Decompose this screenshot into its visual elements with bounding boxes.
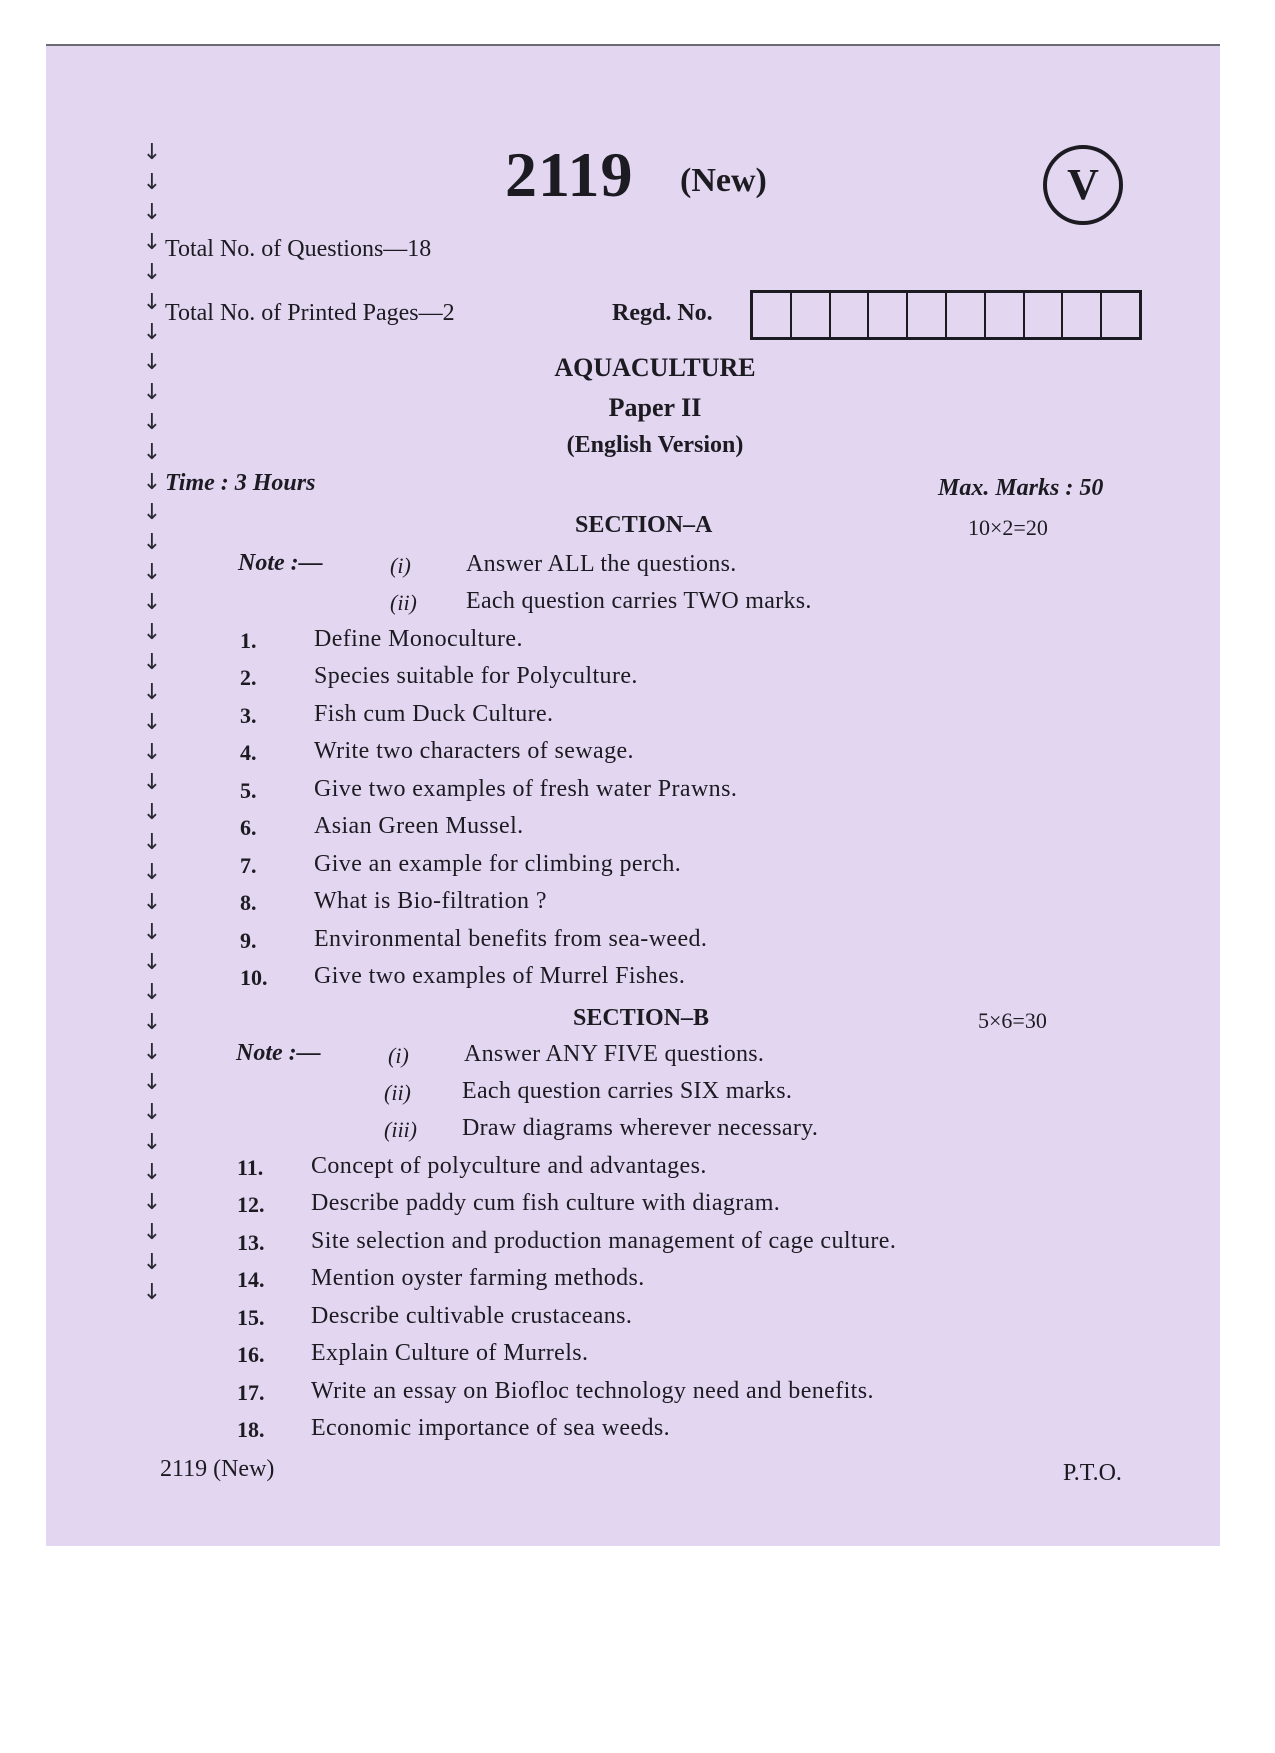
note-text: Each question carries TWO marks. [466, 588, 812, 614]
margin-arrow: ↓ [142, 410, 162, 435]
language-version: (English Version) [566, 432, 744, 458]
note-text: Answer ALL the questions. [466, 551, 737, 577]
question-text: Site selection and production management of cage culture. [311, 1228, 897, 1254]
total-questions: Total No. of Questions—18 [165, 236, 432, 262]
margin-arrows [142, 138, 162, 1308]
margin-arrow: ↓ [142, 560, 162, 585]
margin-arrow: ↓ [142, 590, 162, 615]
note-roman: (ii) [384, 1080, 411, 1105]
question-text: Explain Culture of Murrels. [311, 1340, 589, 1366]
note-text: Answer ANY FIVE questions. [464, 1041, 765, 1067]
paper-code-suffix: (New) [680, 162, 767, 199]
margin-arrow: ↓ [142, 500, 162, 525]
question-text: Concept of polyculture and advantages. [311, 1153, 707, 1179]
margin-arrow: ↓ [142, 860, 162, 885]
margin-arrow: ↓ [142, 320, 162, 345]
question-text: Write an essay on Biofloc technology need and benefits. [311, 1378, 874, 1404]
question-number: 7. [240, 853, 257, 878]
margin-arrow: ↓ [142, 650, 162, 675]
question-number: 8. [240, 890, 257, 915]
margin-arrow: ↓ [142, 200, 162, 225]
question-number: 17. [237, 1380, 265, 1405]
question-number: 3. [240, 703, 257, 728]
margin-arrow: ↓ [142, 350, 162, 375]
regd-digit-box[interactable] [1063, 293, 1102, 337]
margin-arrow: ↓ [142, 1070, 162, 1095]
question-text: Define Monoculture. [314, 626, 523, 652]
subject-title: AQUACULTURE [554, 353, 756, 382]
question-text: Fish cum Duck Culture. [314, 701, 554, 727]
question-text: Asian Green Mussel. [314, 813, 524, 839]
note-roman: (ii) [390, 590, 417, 615]
margin-arrow: ↓ [142, 800, 162, 825]
regd-digit-box[interactable] [792, 293, 831, 337]
margin-arrow: ↓ [142, 890, 162, 915]
margin-arrow: ↓ [142, 440, 162, 465]
margin-arrow: ↓ [142, 1160, 162, 1185]
question-text: Economic importance of sea weeds. [311, 1415, 671, 1441]
max-marks: Max. Marks : 50 [938, 475, 1104, 501]
footer-pto: P.T.O. [1063, 1460, 1122, 1486]
margin-arrow: ↓ [142, 170, 162, 195]
margin-arrow: ↓ [142, 830, 162, 855]
regd-digit-box[interactable] [831, 293, 870, 337]
margin-arrow: ↓ [142, 1010, 162, 1035]
section-b-note-label: Note :— [236, 1040, 321, 1066]
regd-number-boxes[interactable] [750, 290, 1142, 340]
margin-arrow: ↓ [142, 1190, 162, 1215]
total-pages: Total No. of Printed Pages—2 [165, 300, 455, 326]
margin-arrow: ↓ [142, 380, 162, 405]
version-badge: V [1043, 145, 1123, 225]
regd-digit-box[interactable] [986, 293, 1025, 337]
note-text: Draw diagrams wherever necessary. [462, 1115, 819, 1141]
question-text: Give two examples of fresh water Prawns. [314, 776, 738, 802]
margin-arrow: ↓ [142, 140, 162, 165]
question-number: 14. [237, 1267, 265, 1292]
question-number: 13. [237, 1230, 265, 1255]
question-number: 15. [237, 1305, 265, 1330]
question-number: 9. [240, 928, 257, 953]
margin-arrow: ↓ [142, 1130, 162, 1155]
note-roman: (iii) [384, 1117, 417, 1142]
margin-arrow: ↓ [142, 1040, 162, 1065]
paper-number: Paper II [608, 393, 702, 422]
regd-digit-box[interactable] [869, 293, 908, 337]
margin-arrow: ↓ [142, 770, 162, 795]
margin-arrow: ↓ [142, 980, 162, 1005]
question-number: 4. [240, 740, 257, 765]
margin-arrow: ↓ [142, 530, 162, 555]
margin-arrow: ↓ [142, 620, 162, 645]
question-text: Describe paddy cum fish culture with diagram. [311, 1190, 781, 1216]
regd-digit-box[interactable] [947, 293, 986, 337]
regd-label: Regd. No. [612, 300, 713, 326]
question-text: Write two characters of sewage. [314, 738, 634, 764]
margin-arrow: ↓ [142, 680, 162, 705]
footer-code: 2119 (New) [160, 1456, 275, 1482]
margin-arrow: ↓ [142, 1250, 162, 1275]
question-number: 11. [237, 1155, 264, 1180]
question-number: 2. [240, 665, 257, 690]
margin-arrow: ↓ [142, 470, 162, 495]
margin-arrow: ↓ [142, 1220, 162, 1245]
question-text: Describe cultivable crustaceans. [311, 1303, 633, 1329]
question-number: 1. [240, 628, 257, 653]
margin-arrow: ↓ [142, 1280, 162, 1305]
regd-digit-box[interactable] [1025, 293, 1064, 337]
question-text: What is Bio-filtration ? [314, 888, 547, 914]
note-text: Each question carries SIX marks. [462, 1078, 793, 1104]
paper-edge [46, 44, 1220, 46]
question-number: 10. [240, 965, 268, 990]
section-a-marks: 10×2=20 [968, 515, 1048, 540]
margin-arrow: ↓ [142, 1100, 162, 1125]
section-b-title: SECTION–B [573, 1005, 710, 1031]
note-roman: (i) [388, 1043, 409, 1068]
regd-digit-box[interactable] [1102, 293, 1139, 337]
note-roman: (i) [390, 553, 411, 578]
regd-digit-box[interactable] [753, 293, 792, 337]
question-text: Give an example for climbing perch. [314, 851, 682, 877]
regd-digit-box[interactable] [908, 293, 947, 337]
section-b-marks: 5×6=30 [978, 1008, 1047, 1033]
margin-arrow: ↓ [142, 710, 162, 735]
section-a-note-label: Note :— [238, 550, 323, 576]
paper-code: 2119 [505, 139, 634, 210]
question-text: Give two examples of Murrel Fishes. [314, 963, 686, 989]
margin-arrow: ↓ [142, 920, 162, 945]
question-text: Environmental benefits from sea-weed. [314, 926, 708, 952]
margin-arrow: ↓ [142, 740, 162, 765]
margin-arrow: ↓ [142, 260, 162, 285]
question-text: Mention oyster farming methods. [311, 1265, 645, 1291]
question-text: Species suitable for Polyculture. [314, 663, 638, 689]
margin-arrow: ↓ [142, 950, 162, 975]
question-number: 16. [237, 1342, 265, 1367]
section-a-title: SECTION–A [575, 512, 713, 538]
question-number: 12. [237, 1192, 265, 1217]
question-number: 18. [237, 1417, 265, 1442]
question-number: 5. [240, 778, 257, 803]
exam-time: Time : 3 Hours [165, 470, 316, 496]
margin-arrow: ↓ [142, 230, 162, 255]
margin-arrow: ↓ [142, 290, 162, 315]
question-number: 6. [240, 815, 257, 840]
